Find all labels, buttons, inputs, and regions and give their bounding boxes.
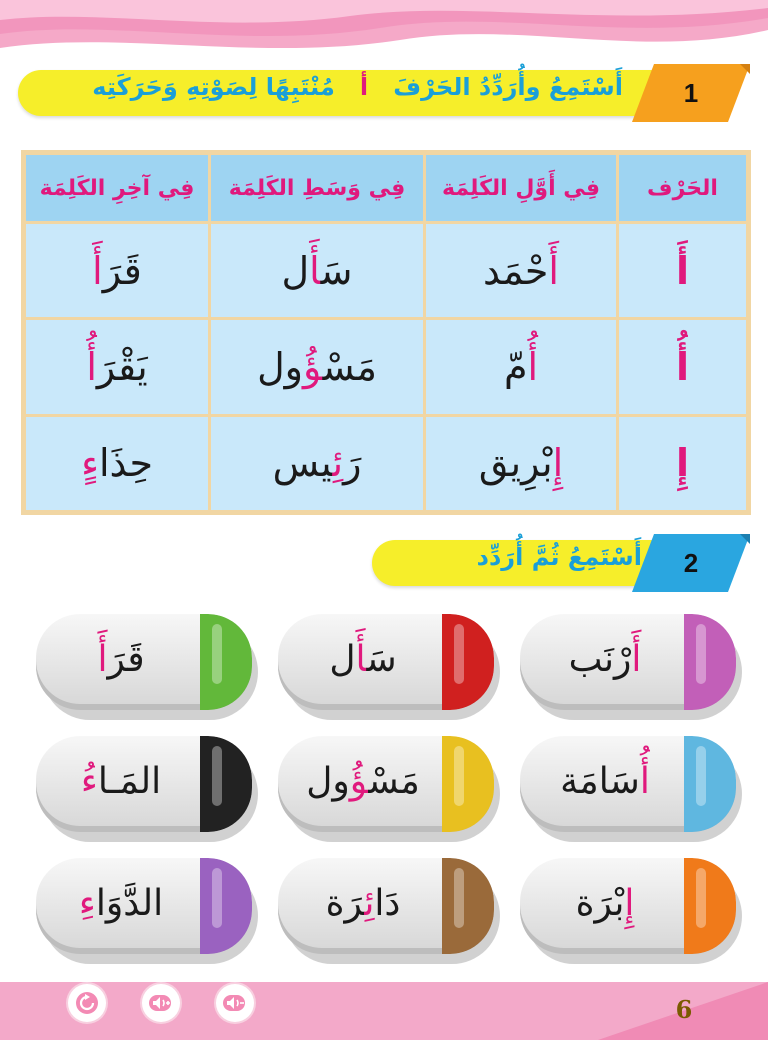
cell-middle: رَئِيس <box>211 417 423 510</box>
header-letter: الحَرْف <box>619 155 746 221</box>
cell-first: إِبْرِيق <box>426 417 616 510</box>
card-word: الدَّوَاءِ <box>78 883 164 924</box>
cell-last: يَقْرَأُ <box>26 320 208 413</box>
table-row <box>26 224 746 317</box>
header-last: فِي آخِرِ الكَلِمَة <box>26 155 208 221</box>
replay-icon[interactable] <box>68 984 106 1022</box>
volume-up-icon[interactable] <box>142 984 180 1022</box>
word-card[interactable] <box>278 614 500 720</box>
word-card[interactable] <box>36 614 258 720</box>
card-word: قَرَأَ <box>97 639 145 680</box>
card-word: أَرْنَب <box>568 639 642 680</box>
card-body <box>520 858 736 954</box>
table-header-row <box>26 155 746 221</box>
card-body <box>36 614 252 710</box>
card-word: المَـاءُ <box>80 761 162 802</box>
card-body <box>36 736 252 832</box>
card-body <box>278 736 494 832</box>
cell-letter: إِ <box>619 417 746 510</box>
section1-title: أَسْتَمِعُ وأُرَدِّدُ الحَرْفَ أ مُنْتَبِهًا لِصَوْتِهِ وَحَرَكَتِه <box>92 73 623 101</box>
word-card[interactable] <box>520 614 742 720</box>
cell-middle: سَأَل <box>211 224 423 317</box>
word-card[interactable] <box>520 736 742 842</box>
word-card[interactable] <box>520 858 742 964</box>
table-row <box>26 320 746 413</box>
card-word: أُسَامَة <box>560 761 650 802</box>
word-card[interactable] <box>36 736 258 842</box>
top-wave-decoration <box>0 0 768 70</box>
header-middle: فِي وَسَطِ الكَلِمَة <box>211 155 423 221</box>
cell-first: أَحْمَد <box>426 224 616 317</box>
section2-title: أَسْتَمِعُ ثُمَّ أُرَدِّد <box>476 543 642 571</box>
table-row <box>26 417 746 510</box>
cell-middle: مَسْؤُول <box>211 320 423 413</box>
cell-last: قَرَأَ <box>26 224 208 317</box>
card-word: مَسْؤُول <box>306 761 420 802</box>
card-word: إِبْرَة <box>575 883 635 924</box>
word-card[interactable] <box>36 858 258 964</box>
section1-number: 1 <box>683 78 699 108</box>
word-card[interactable] <box>278 858 500 964</box>
header-first: فِي أَوَّلِ الكَلِمَة <box>426 155 616 221</box>
footer-bar <box>0 982 768 1040</box>
card-body <box>36 858 252 954</box>
letters-table <box>21 150 751 515</box>
cell-letter: أُ <box>619 320 746 413</box>
card-body <box>278 858 494 954</box>
card-body <box>278 614 494 710</box>
section1-title-letter: أ <box>359 73 369 101</box>
section2-number: 2 <box>683 548 699 578</box>
word-card[interactable] <box>278 736 500 842</box>
card-word: سَأَل <box>329 639 397 680</box>
card-word: دَائِرَة <box>325 883 401 924</box>
section1-header <box>18 64 750 122</box>
cell-last: حِذَاءٍ <box>26 417 208 510</box>
section2-header <box>372 534 750 592</box>
volume-down-icon[interactable] <box>216 984 254 1022</box>
cell-first: أُمّ <box>426 320 616 413</box>
card-body <box>520 614 736 710</box>
cell-letter: أَ <box>619 224 746 317</box>
page-number: 6 <box>675 995 693 1024</box>
card-body <box>520 736 736 832</box>
